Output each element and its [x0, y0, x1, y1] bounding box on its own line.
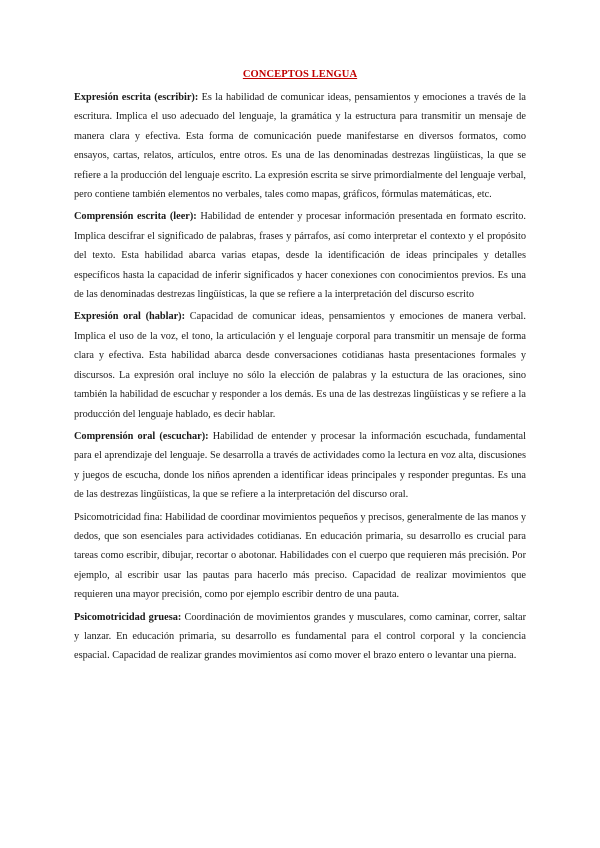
- term-label: Psicomotricidad gruesa:: [74, 611, 182, 623]
- term-label: Expresión oral (hablar):: [74, 311, 186, 323]
- paragraph-text: Coordinación de movimientos grandes y musculares, como caminar, correr, saltar y lanzar. En educación primaria, su desarrollo es fundamental para el control corporal y la conciencia espacial. Capacidad de realizar grandes movimientos así como mover el brazo entero o levantar una pierna.: [74, 611, 526, 662]
- term-label: Comprensión escrita (leer):: [74, 211, 197, 223]
- paragraph-psicomotricidad-gruesa: [74, 608, 526, 666]
- paragraph-text: Psicomotricidad fina: Habilidad de coordinar movimientos pequeños y precisos, generalmente de las manos y dedos, que son esenciales para actividades cotidianas. En educación primaria, su desarrollo es crucial para tareas como escribir, dibujar, recortar o abotonar. Habilidades con el cuerpo que requieren más precisión. Por ejemplo, al escribir usar las pautas para hacerlo más preciso. Capacidad de realizar movimientos que requieren una mayor precisión, como por ejemplo escribir dentro de una pauta.: [74, 511, 526, 601]
- document-title: CONCEPTOS LENGUA: [242, 69, 358, 80]
- term-label: Comprensión oral (escuchar):: [74, 430, 209, 442]
- paragraph-expresion-oral: [74, 307, 526, 423]
- paragraph-text: Capacidad de comunicar ideas, pensamientos y emociones de manera verbal. Implica el uso de la voz, el tono, la articulación y el lenguaje corporal para transmitir un mensaje de forma clara y efectiva. Esta habilidad abarca desde conversaciones cotidianas hasta presentaciones formales y discursos. La expresión oral incluye no sólo la elección de palabras y la estuctura de las oraciones, sino también la habilidad de escuchar y responder a los demás. Es una de las destrezas lingüísticas y se refiere a la producción del lenguaje hablado, es decir hablar.: [74, 311, 526, 420]
- term-label: Expresión escrita (escribir):: [74, 92, 199, 103]
- paragraph-comprension-escrita: [74, 207, 526, 304]
- paragraph-expresion-escrita: [74, 88, 526, 204]
- paragraph-psicomotricidad-fina: [74, 508, 526, 605]
- paragraph-text: Habilidad de entender y procesar información presentada en formato escrito. Implica descifrar el significado de palabras, frases y párrafos, así como interpretar el contexto y el propósito del texto. Esta habilidad abarca varias etapas, desde la identificación de ideas principales y detalles específicos hasta la capacidad de inferir significados y hacer conexiones con conocimientos previos. Es una de las denominadas destrezas lingüísticas, la que se refiere a la interpretación del discurso escrito: [74, 211, 526, 301]
- paragraph-text: Habilidad de entender y procesar la información escuchada, fundamental para el aprendizaje del lenguaje. Se desarrolla a través de actividades como la lectura en voz alta, discusiones y juegos de escucha, donde los niños aprenden a identificar ideas principales y responder preguntas. Es una de las destrezas lingüísticas, la que se refiere a la interpretación del discurso oral.: [74, 430, 526, 501]
- paragraph-text: Es la habilidad de comunicar ideas, pensamientos y emociones a través de la escritura. Implica el uso adecuado del lenguaje, la gramática y la estructura para transmitir un mensaje de manera clara y efectiva. Esta forma de comunicación puede manifestarse en diversos formatos, como ensayos, cartas, relatos, artículos, entre otros. Es una de las denominadas destrezas lingüísticas, la que se refiere a la producción del lenguaje escrito. La expresión escrita se sirve primordialmente del lenguaje verbal, pero contiene también elementos no verbales, tales como mapas, gráficos, fórmulas matemáticas, etc.: [74, 92, 527, 201]
- paragraph-comprension-oral: [74, 427, 526, 505]
